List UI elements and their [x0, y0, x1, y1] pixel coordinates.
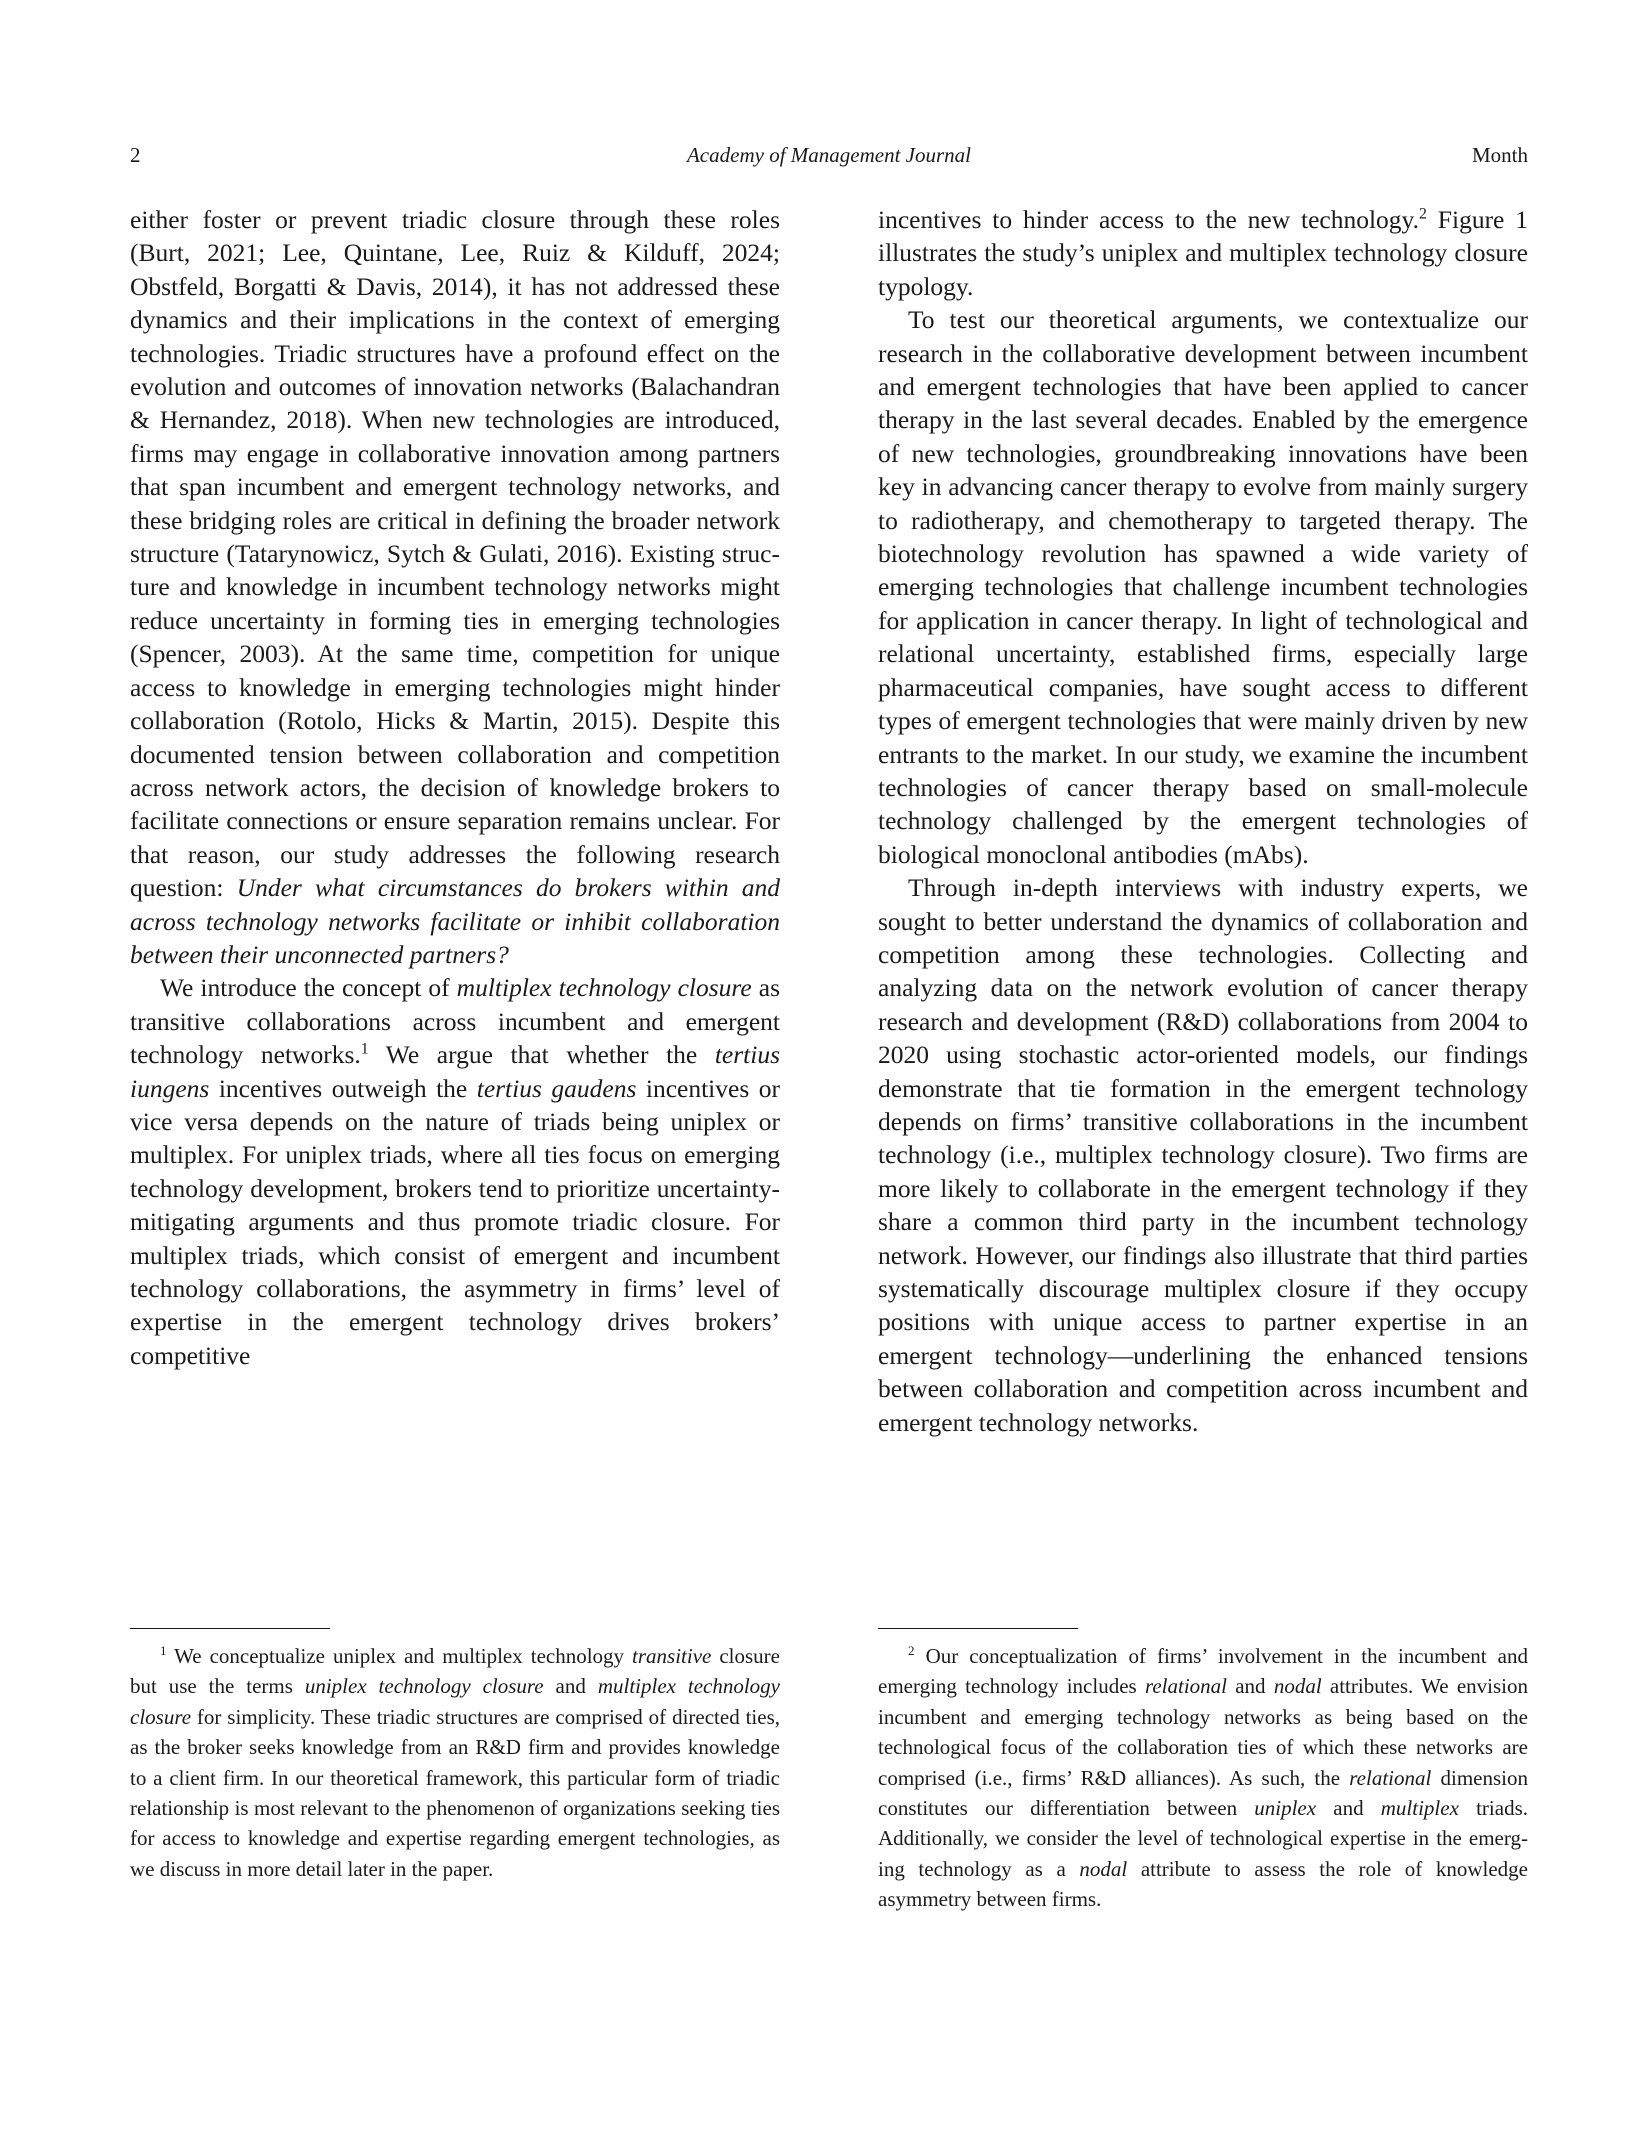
italic-text: uniplex technology closure	[304, 1674, 544, 1699]
italic-text: tertius iungens	[130, 1040, 780, 1103]
left-column	[130, 203, 780, 1372]
right-paragraph-1	[878, 203, 1528, 303]
right-paragraph-2	[878, 303, 1528, 871]
text-run: Figure 1 illustrates the study’s uniplex and multiplex technology closure typology.	[878, 205, 1528, 301]
italic-text: nodal	[1079, 1856, 1128, 1881]
footnote-2-area	[878, 1628, 1528, 1915]
running-header	[130, 143, 1528, 173]
right-paragraph-3	[878, 871, 1528, 1439]
footnote-marker: 2	[908, 1643, 915, 1658]
text-run: as transitive collaborations across incumbent and emergent technology networks.	[130, 973, 781, 1070]
italic-text: transitive	[632, 1644, 712, 1668]
italic-text: multiplex technology closure	[130, 1674, 781, 1729]
text-run: Our conceptualization of firms’ involvement in the incumbent and emerging technology includes	[878, 1644, 1528, 1699]
text-run: To test our theoretical arguments, we contextualize our research in the collaborative development between incumbent and emergent technologies that have been applied to cancer therapy in the last several decades. Enabled by the emergence of new technologies, groundbreaking innovations have been key in advancing cancer therapy to evolve from mainly surgery to radiotherapy, and chemotherapy to targeted therapy. The biotechnology revolution has spawned a wide variety of emerging technologies that challenge incumbent technologies for application in cancer therapy. In light of technological and relational uncertainty, established firms, especially large pharmaceutical companies, have sought access to different types of emergent technologies that were mainly driven by new entrants to the market. In our study, we examine the incumbent technologies of cancer therapy based on small-molecule technology challenged by the emergent technologies of biological monoclonal antibodies (mAbs).	[878, 305, 1528, 869]
text-run: closure but use the terms	[130, 1644, 780, 1699]
italic-text: relational	[1349, 1765, 1432, 1790]
italic-text: Under what circumstances do brokers within and across technology networks facilitate or inhibit collaboration between their unconnected partners?	[130, 873, 781, 969]
text-run: and	[1227, 1674, 1274, 1699]
text-run: for simplicity. These triadic structures are comprised of directed ties, as the broker seeks knowledge from an R&D firm and provides knowledge to a client firm. In our theoretical framework, this particular form of triadic relationship is most relevant to the phenomenon of organizations seeking ties for access to knowledge and expertise regarding emergent technologies, as we discuss in more detail later in the paper.	[130, 1704, 780, 1881]
left-paragraph-1	[130, 203, 780, 971]
text-run: We argue that whether the	[368, 1040, 715, 1070]
text-run: We conceptualize uniplex and multiplex technology	[166, 1644, 633, 1668]
footnote-marker: 1	[160, 1643, 167, 1658]
text-run: dimension constitutes our differentiation between	[878, 1765, 1528, 1821]
footnote-1	[130, 1641, 780, 1884]
text-run: and	[1316, 1796, 1381, 1821]
italic-text: multiplex technology closure	[456, 973, 752, 1003]
footnote-marker: 2	[1419, 205, 1427, 223]
italic-text: uniplex	[1254, 1796, 1317, 1821]
right-column	[878, 203, 1528, 1439]
page-number: 2	[130, 143, 141, 167]
text-run: either foster or prevent triadic closure through these roles (Burt, 2021; Lee, Quintane, Lee, Ruiz & Kilduff, 2024; Obstfeld, Borgatti & Davis, 2014), it has not addressed these dynamics and their implications in the context of emerging technologies. Triadic structures have a profound effect on the evolution and outcomes of innovation networks (Balachandran & Hernandez, 2018). When new technologies are introduced, firms may engage in collaborative innovation among partners that span incumbent and emergent technology networks, and these bridging roles are critical in defining the broader network structure (Tatarynowicz, Sytch & Gulati, 2016). Existing structure and knowledge in incumbent technology networks might reduce uncertainty in forming ties in emerging technologies (Spencer, 2003). At the same time, competition for unique access to knowledge in emerging technologies might hinder collaboration (Rotolo, Hicks & Martin, 2015). Despite this documented tension between collaboration and competition across network actors, the decision of knowledge brokers to facilitate connections or ensure separation remains unclear. For that reason, our study addresses the following research question:	[130, 205, 780, 903]
italic-text: multiplex	[1380, 1796, 1459, 1821]
text-run: incentives outweigh the	[209, 1073, 477, 1103]
left-paragraph-2	[130, 971, 780, 1372]
journal-title: Academy of Management Journal	[686, 143, 971, 167]
text-run: Through in-depth interviews with industry experts, we sought to better understand the dynamics of collaboration and competition among these technologies. Collecting and analyzing data on the network evolution of cancer therapy research and development (R&D) collaborations from 2004 to 2020 using stochastic actor-oriented models, our findings demonstrate that tie formation in the emergent technology depends on firms’ transitive collaborations in the incumbent technology (i.e., multiplex technology closure). Two firms are more likely to collaborate in the emergent technology if they share a common third party in the incumbent technology network. However, our findings also illustrate that third parties systematically discourage multiplex closure if they occupy positions with unique access to partner expertise in an emergent technology—underlining the enhanced tensions between collaboration and competition across incumbent and emergent technology networks.	[878, 873, 1528, 1437]
text-run: incentives or vice versa depends on the nature of triads being uniplex or multiplex. For uniplex triads, where all ties focus on emerging technology development, brokers tend to prioritize uncertainty-mitigating arguments and thus promote triadic closure. For multiplex triads, which consist of emergent and incumbent technology collaborations, the asymmetry in firms’ level of expertise in the emergent technology drives brokers’ competitive	[130, 1073, 780, 1370]
footnote-1-area	[130, 1628, 780, 1884]
text-run: attributes. We envision incumbent and emerging technology networks as being based on the technological focus of the collaboration ties of which these networks are comprised (i.e., firms’ R&D alliances). As such, the	[878, 1674, 1529, 1790]
italic-text: relational	[1144, 1674, 1227, 1699]
italic-text: tertius gaudens	[476, 1073, 637, 1103]
footnote-rule	[130, 1628, 330, 1629]
italic-text: nodal	[1273, 1674, 1322, 1699]
text-run: incentives to hinder access to the new technology.	[878, 205, 1420, 234]
text-run: triads. Additionally, we consider the level of technological expertise in the emerging technology as a	[878, 1796, 1528, 1881]
text-run: and	[543, 1674, 598, 1699]
text-run: attribute to assess the role of knowledge asymmetry between firms.	[878, 1856, 1529, 1912]
issue-month: Month	[1471, 143, 1528, 167]
footnote-marker: 1	[360, 1040, 369, 1058]
footnote-2	[878, 1641, 1528, 1915]
footnote-rule	[878, 1628, 1078, 1629]
text-run: We introduce the concept of	[160, 973, 457, 1003]
